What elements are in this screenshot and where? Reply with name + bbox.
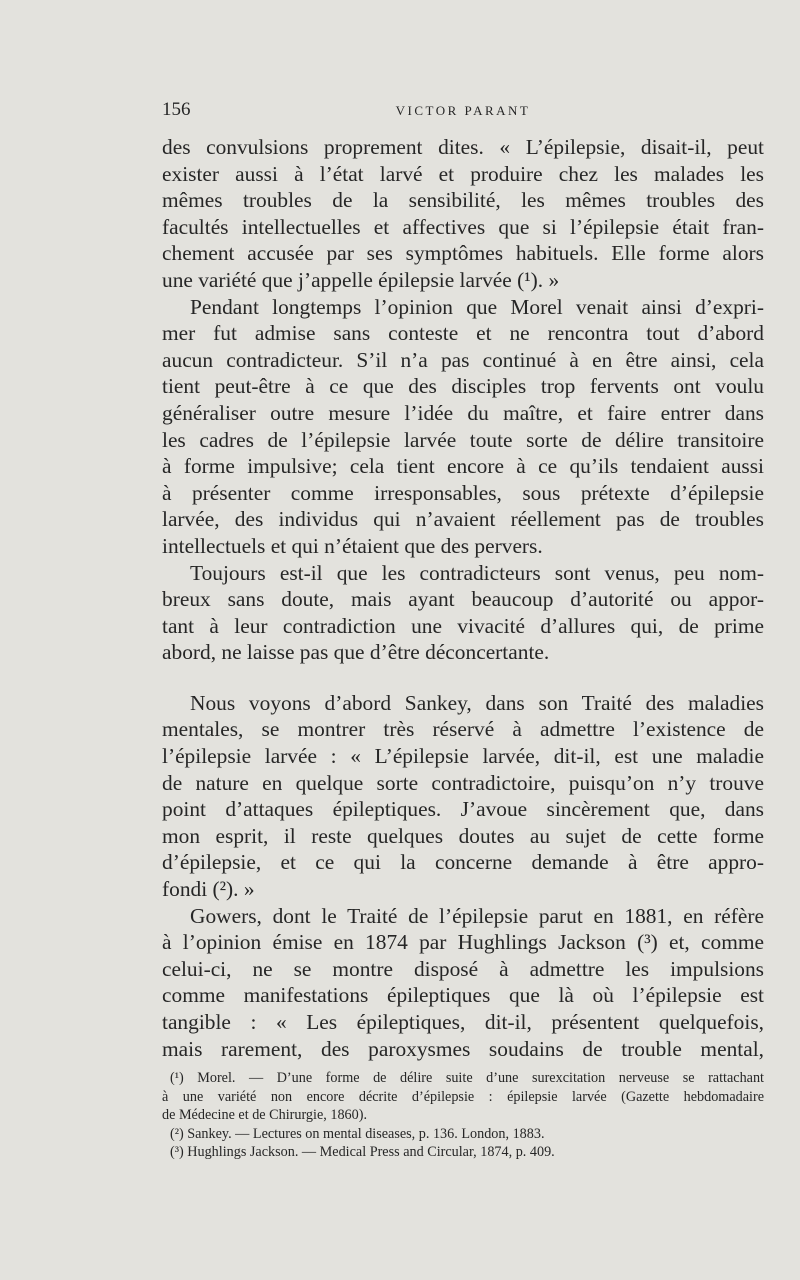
paragraph — [162, 294, 764, 560]
footnote-line: à une variété non encore décrite d’épilepsie : épilepsie larvée (Gazette hebdomadaire — [162, 1088, 764, 1105]
text-line: breux sans doute, mais ayant beaucoup d’autorité ou appor- — [162, 587, 764, 612]
section-gap — [162, 666, 764, 690]
text-line: à l’opinion émise en 1874 par Hughlings Jackson (³) et, comme — [162, 930, 764, 955]
footnote-line: (³) Hughlings Jackson. — Medical Press and Circular, 1874, p. 409. — [170, 1144, 555, 1160]
text-line: mentales, se montrer très réservé à admettre l’existence de — [162, 717, 764, 742]
text-line: fondi (²). » — [162, 877, 255, 902]
text-line: des convulsions proprement dites. « L’épilepsie, disait-il, peut — [162, 135, 764, 159]
footnotes — [162, 1069, 764, 1162]
text-line: exister aussi à l’état larvé et produire chez les malades les — [162, 161, 764, 186]
text-line: tient peut-être à ce que des disciples trop fervents ont voulu — [162, 374, 764, 399]
text-line: tant à leur contradiction une vivacité d’allures qui, de prime — [162, 613, 764, 638]
page-number: 156 — [162, 99, 191, 120]
paragraph — [162, 690, 764, 903]
text-line: intellectuels et qui n’étaient que des pervers. — [162, 533, 543, 558]
paragraph — [162, 903, 764, 1063]
text-line: celui-ci, ne se montre disposé à admettre les impulsions — [162, 956, 764, 981]
text-line: Pendant longtemps l’opinion que Morel venait ainsi d’expri- — [190, 294, 764, 319]
text-line: comme manifestations épileptiques que là où l’épilepsie est — [162, 983, 764, 1008]
text-line: l’épilepsie larvée : « L’épilepsie larvée, dit-il, est une maladie — [162, 744, 764, 769]
page-header — [162, 99, 764, 125]
text-line: à présenter comme irresponsables, sous prétexte d’épilepsie — [162, 480, 764, 505]
text-line: Gowers, dont le Traité de l’épilepsie parut en 1881, en réfère — [190, 903, 764, 928]
text-line: aucun contradicteur. S’il n’a pas continué à en être ainsi, cela — [162, 347, 764, 372]
text-line: mêmes troubles de la sensibilité, les mêmes troubles des — [162, 188, 764, 213]
body-text — [162, 134, 764, 1062]
paragraph — [162, 134, 764, 294]
paragraph — [162, 560, 764, 666]
text-line: une variété que j’appelle épilepsie larvée (¹). » — [162, 267, 560, 292]
footnote-line: (¹) Morel. — D’une forme de délire suite d’une surexcitation nerveuse se rattachant — [170, 1070, 764, 1086]
text-line: d’épilepsie, et ce qui la concerne demande à être appro- — [162, 850, 764, 875]
text-line: les cadres de l’épilepsie larvée toute sorte de délire transitoire — [162, 427, 764, 452]
running-head: VICTOR PARANT — [395, 103, 531, 118]
text-line: mais rarement, des paroxysmes soudains de trouble mental, — [162, 1036, 764, 1061]
footnote-line: de Médecine et de Chirurgie, 1860). — [162, 1107, 367, 1123]
text-line: larvée, des individus qui n’avaient réellement pas de troubles — [162, 507, 764, 532]
text-line: facultés intellectuelles et affectives que si l’épilepsie était fran- — [162, 214, 764, 239]
text-line: point d’attaques épileptiques. J’avoue sincèrement que, dans — [162, 797, 764, 822]
text-line: Nous voyons d’abord Sankey, dans son Traité des maladies — [190, 690, 764, 715]
text-line: tangible : « Les épileptiques, dit-il, présentent quelquefois, — [162, 1010, 764, 1034]
text-line: mer fut admise sans conteste et ne rencontra tout d’abord — [162, 321, 764, 346]
text-line: de nature en quelque sorte contradictoire, puisqu’on n’y trouve — [162, 770, 764, 795]
text-line: abord, ne laisse pas que d’être déconcertante. — [162, 640, 550, 665]
text-line: à forme impulsive; cela tient encore à ce qu’ils tendaient aussi — [162, 454, 764, 479]
text-line: généraliser outre mesure l’idée du maître, et faire entrer dans — [162, 400, 764, 425]
text-line: chement accusée par ses symptômes habituels. Elle forme alors — [162, 241, 764, 266]
text-line: Toujours est-il que les contradicteurs sont venus, peu nom- — [190, 560, 764, 585]
text-line: mon esprit, il reste quelques doutes au sujet de cette forme — [162, 823, 764, 848]
footnote-line: (²) Sankey. — Lectures on mental diseases, p. 136. London, 1883. — [170, 1125, 545, 1142]
